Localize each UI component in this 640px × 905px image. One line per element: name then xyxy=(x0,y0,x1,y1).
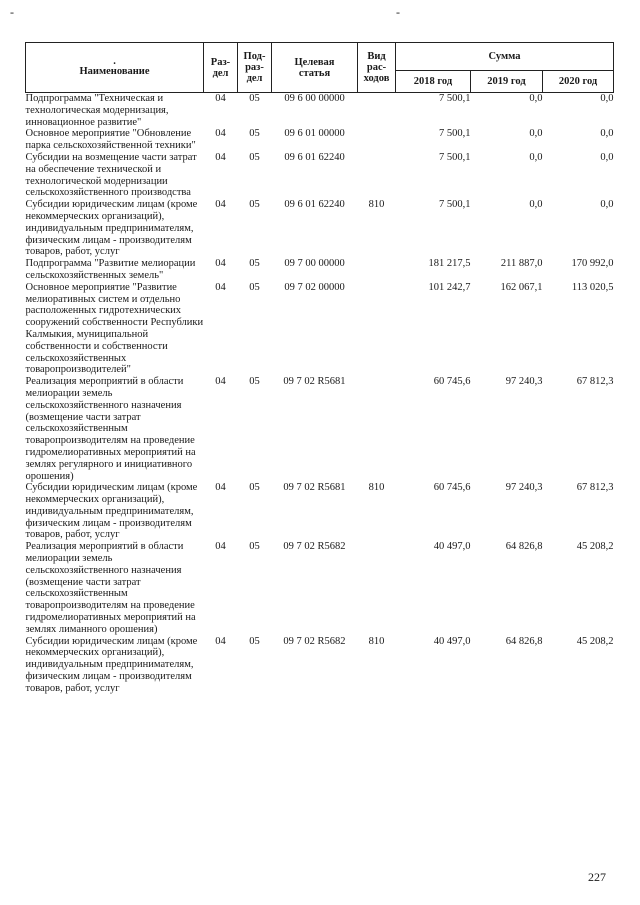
header-bullet: . xyxy=(113,56,116,67)
row-2019: 162 067,1 xyxy=(500,281,543,293)
page-mark-right: - xyxy=(396,5,400,19)
row-name: Субсидии юридическим лицам (кроме некоммерческих организаций), индивидуальным предпринимателям, физическим лицам - производителям товаров, работ, услуг xyxy=(25,199,198,258)
row-2018: 60 745,6 xyxy=(433,482,471,494)
table-header xyxy=(26,43,614,93)
row-2020: 45 208,2 xyxy=(576,541,614,553)
row-razdel: 04 xyxy=(215,482,226,494)
row-target: 09 7 02 R5682 xyxy=(283,635,346,647)
row-vid xyxy=(358,376,396,482)
row-name: Реализация мероприятий в области мелиорации земель сельскохозяйственного назначения (возмещение части затрат сельскохозяйственным товаропроизводителям на проведение гидромелиоративных мероприятий на землях регулярного и инициативного орошения) xyxy=(25,376,196,482)
table-row xyxy=(26,152,614,199)
table-row xyxy=(26,376,614,482)
row-target: 09 7 02 R5681 xyxy=(283,376,346,388)
row-podrazdel: 05 xyxy=(249,541,260,553)
budget-table xyxy=(25,42,614,695)
row-target: 09 6 00 00000 xyxy=(284,93,345,104)
row-name: Основное мероприятие "Развитие мелиоративных систем и отдельно расположенных гидротехнических сооружений собственности Республики Калмыкия, муниципальной собственности и собственности сельскохозяйственных товаропроизводителей" xyxy=(25,281,204,376)
table-row xyxy=(26,636,614,695)
row-podrazdel: 05 xyxy=(249,281,260,293)
row-2018: 7 500,1 xyxy=(439,93,471,104)
row-2018: 60 745,6 xyxy=(433,376,471,388)
row-2020: 67 812,3 xyxy=(576,376,614,388)
row-vid xyxy=(358,258,396,282)
header-year-2018: 2018 год xyxy=(396,71,471,93)
row-vid xyxy=(358,128,396,152)
row-2018: 40 497,0 xyxy=(433,541,471,553)
row-2020: 0,0 xyxy=(600,128,614,140)
table-body xyxy=(26,93,614,695)
row-razdel: 04 xyxy=(215,93,226,104)
table-row xyxy=(26,282,614,376)
row-2018: 7 500,1 xyxy=(439,199,471,211)
row-target: 09 6 01 00000 xyxy=(284,128,345,140)
row-2019: 0,0 xyxy=(529,151,543,163)
row-name: Реализация мероприятий в области мелиорации земель сельскохозяйственного назначения (возмещение части затрат сельскохозяйственным товаропроизводителям на проведение гидромелиоративных мероприятий на землях лиманного орошения) xyxy=(25,541,196,635)
row-2020: 170 992,0 xyxy=(571,258,614,270)
row-vid: 810 xyxy=(368,482,385,494)
row-2020: 0,0 xyxy=(600,151,614,163)
row-2019: 97 240,3 xyxy=(505,376,543,388)
row-2019: 0,0 xyxy=(529,128,543,140)
row-2018: 7 500,1 xyxy=(439,128,471,140)
row-2018: 7 500,1 xyxy=(439,151,471,163)
row-target: 09 7 02 00000 xyxy=(284,281,345,293)
row-podrazdel: 05 xyxy=(249,128,260,140)
header-year-2019: 2019 год xyxy=(471,71,543,93)
row-podrazdel: 05 xyxy=(249,199,260,211)
row-name: Основное мероприятие "Обновление парка сельскохозяйственной техники" xyxy=(25,128,196,152)
header-name xyxy=(26,43,204,93)
table-row xyxy=(26,199,614,258)
row-razdel: 04 xyxy=(215,199,226,211)
row-podrazdel: 05 xyxy=(249,258,260,270)
row-podrazdel: 05 xyxy=(249,376,260,388)
row-2018: 181 217,5 xyxy=(428,258,471,270)
row-vid xyxy=(358,93,396,129)
table-row xyxy=(26,128,614,152)
row-2018: 40 497,0 xyxy=(433,635,471,647)
row-name: Подпрограмма "Техническая и технологическая модернизация, инновационное развитие" xyxy=(25,93,169,128)
row-razdel: 04 xyxy=(215,541,226,553)
header-podrazdel: Под-раз-дел xyxy=(238,43,272,93)
row-2020: 0,0 xyxy=(600,199,614,211)
row-vid xyxy=(358,282,396,376)
row-target: 09 7 02 R5681 xyxy=(283,482,346,494)
row-2020: 113 020,5 xyxy=(571,281,614,293)
row-razdel: 04 xyxy=(215,151,226,163)
row-2019: 97 240,3 xyxy=(505,482,543,494)
header-vid: Вид рас-ходов xyxy=(358,43,396,93)
header-razdel: Раз-дел xyxy=(204,43,238,93)
row-target: 09 7 02 R5682 xyxy=(283,541,346,553)
table-row xyxy=(26,258,614,282)
table-row xyxy=(26,541,614,635)
table-row xyxy=(26,482,614,541)
row-2020: 67 812,3 xyxy=(576,482,614,494)
row-name: Субсидии на возмещение части затрат на обеспечение технической и технологической модернизации сельскохозяйственного производства xyxy=(25,151,197,199)
row-target: 09 7 00 00000 xyxy=(284,258,345,270)
table-row xyxy=(26,93,614,129)
row-vid xyxy=(358,541,396,635)
row-podrazdel: 05 xyxy=(249,482,260,494)
row-podrazdel: 05 xyxy=(249,93,260,104)
row-name: Подпрограмма "Развитие мелиорации сельскохозяйственных земель" xyxy=(25,258,196,281)
row-razdel: 04 xyxy=(215,281,226,293)
row-2020: 0,0 xyxy=(600,93,614,104)
header-sum: Сумма xyxy=(396,43,614,71)
row-vid: 810 xyxy=(368,635,385,647)
row-razdel: 04 xyxy=(215,635,226,647)
row-vid: 810 xyxy=(368,199,385,211)
row-podrazdel: 05 xyxy=(249,635,260,647)
page-number: 227 xyxy=(588,870,606,884)
row-podrazdel: 05 xyxy=(249,151,260,163)
row-razdel: 04 xyxy=(215,258,226,270)
row-name: Субсидии юридическим лицам (кроме некоммерческих организаций), индивидуальным предпринимателям, физическим лицам - производителям товаров, работ, услуг xyxy=(25,482,198,541)
row-razdel: 04 xyxy=(215,128,226,140)
row-2019: 0,0 xyxy=(529,93,543,104)
row-2019: 211 887,0 xyxy=(500,258,543,270)
row-target: 09 6 01 62240 xyxy=(284,199,345,211)
row-2018: 101 242,7 xyxy=(428,281,471,293)
header-name-label: Наименование xyxy=(79,66,150,77)
row-target: 09 6 01 62240 xyxy=(284,151,345,163)
row-2019: 0,0 xyxy=(529,199,543,211)
row-2020: 45 208,2 xyxy=(576,635,614,647)
row-2019: 64 826,8 xyxy=(505,635,543,647)
header-target: Целевая статья xyxy=(272,43,358,93)
header-year-2020: 2020 год xyxy=(543,71,614,93)
row-name: Субсидии юридическим лицам (кроме некоммерческих организаций), индивидуальным предпринимателям, физическим лицам - производителям товаров, работ, услуг xyxy=(25,635,198,694)
row-vid xyxy=(358,152,396,199)
page-mark-left: - xyxy=(10,5,14,19)
row-razdel: 04 xyxy=(215,376,226,388)
row-2019: 64 826,8 xyxy=(505,541,543,553)
